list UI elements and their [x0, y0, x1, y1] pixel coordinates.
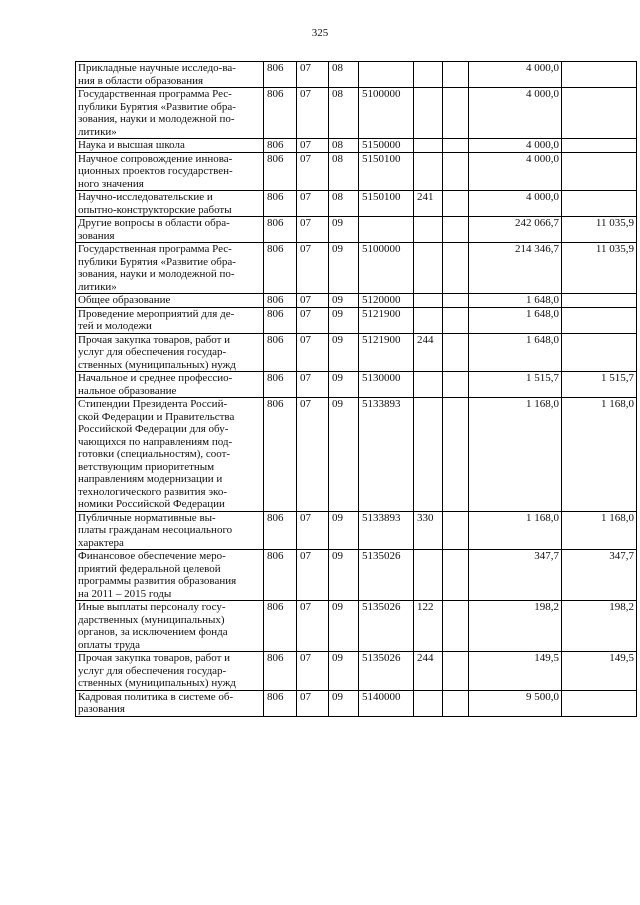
item-name-cell: Прикладные научные исследо-ва- ния в области образования: [76, 62, 264, 88]
empty-code-cell: [443, 652, 469, 691]
amount-cell: 4 000,0: [469, 191, 562, 217]
subsection-code-cell: 09: [329, 601, 359, 652]
subvention-amount-cell: 1 515,7: [562, 372, 637, 398]
table-row: [76, 652, 637, 691]
section-code-cell: 07: [297, 191, 329, 217]
item-name-cell: Государственная программа Рес- публики Бурятия «Развитие обра- зования, науки и молодежной по- литики»: [76, 243, 264, 294]
item-name-cell: Общее образование: [76, 294, 264, 308]
section-code-cell: 07: [297, 217, 329, 243]
subsection-code-cell: 08: [329, 139, 359, 153]
subvention-amount-cell: 149,5: [562, 652, 637, 691]
amount-cell: 149,5: [469, 652, 562, 691]
target-article-cell: 5150000: [359, 139, 414, 153]
item-name-cell: Проведение мероприятий для де- тей и молодежи: [76, 307, 264, 333]
expense-type-cell: [414, 307, 443, 333]
amount-cell: 4 000,0: [469, 139, 562, 153]
ministry-code-cell: 806: [264, 690, 297, 716]
amount-cell: 242 066,7: [469, 217, 562, 243]
target-article-cell: 5133893: [359, 511, 414, 550]
table-row: [76, 333, 637, 372]
section-code-cell: 07: [297, 601, 329, 652]
item-name-cell: Прочая закупка товаров, работ и услуг для обеспечения государ- ственных (муниципальных) нужд: [76, 652, 264, 691]
subsection-code-cell: 09: [329, 217, 359, 243]
table-row: [76, 88, 637, 139]
expense-type-cell: 244: [414, 333, 443, 372]
ministry-code-cell: 806: [264, 550, 297, 601]
subvention-amount-cell: 1 168,0: [562, 398, 637, 512]
subsection-code-cell: 08: [329, 191, 359, 217]
subsection-code-cell: 09: [329, 294, 359, 308]
ministry-code-cell: 806: [264, 398, 297, 512]
item-name-cell: Научно-исследовательские и опытно-конструкторские работы: [76, 191, 264, 217]
subsection-code-cell: 08: [329, 88, 359, 139]
ministry-code-cell: 806: [264, 139, 297, 153]
section-code-cell: 07: [297, 307, 329, 333]
expense-type-cell: 122: [414, 601, 443, 652]
expense-type-cell: [414, 139, 443, 153]
target-article-cell: 5150100: [359, 191, 414, 217]
target-article-cell: 5140000: [359, 690, 414, 716]
table-row: [76, 139, 637, 153]
section-code-cell: 07: [297, 652, 329, 691]
subvention-amount-cell: 198,2: [562, 601, 637, 652]
section-code-cell: 07: [297, 398, 329, 512]
section-code-cell: 07: [297, 550, 329, 601]
item-name-cell: Наука и высшая школа: [76, 139, 264, 153]
section-code-cell: 07: [297, 511, 329, 550]
ministry-code-cell: 806: [264, 62, 297, 88]
item-name-cell: Прочая закупка товаров, работ и услуг для обеспечения государ- ственных (муниципальных) нужд: [76, 333, 264, 372]
table-row: [76, 372, 637, 398]
amount-cell: 4 000,0: [469, 152, 562, 191]
target-article-cell: 5120000: [359, 294, 414, 308]
empty-code-cell: [443, 398, 469, 512]
subvention-amount-cell: 11 035,9: [562, 217, 637, 243]
table-row: [76, 690, 637, 716]
empty-code-cell: [443, 333, 469, 372]
section-code-cell: 07: [297, 139, 329, 153]
table-row: [76, 398, 637, 512]
empty-code-cell: [443, 152, 469, 191]
section-code-cell: 07: [297, 88, 329, 139]
empty-code-cell: [443, 550, 469, 601]
item-name-cell: Кадровая политика в системе об- разования: [76, 690, 264, 716]
target-article-cell: 5121900: [359, 307, 414, 333]
table-row: [76, 511, 637, 550]
empty-code-cell: [443, 191, 469, 217]
subvention-amount-cell: 11 035,9: [562, 243, 637, 294]
ministry-code-cell: 806: [264, 88, 297, 139]
target-article-cell: 5135026: [359, 652, 414, 691]
item-name-cell: Стипендии Президента Россий- ской Федерации и Правительства Российской Федерации для обу- чающихся по направлениям под- готовки (специальностям), соот- ветствующим приоритетным направлениям модернизации и технологического развития эко- номики Российской Федерации: [76, 398, 264, 512]
subsection-code-cell: 09: [329, 243, 359, 294]
empty-code-cell: [443, 307, 469, 333]
amount-cell: 4 000,0: [469, 62, 562, 88]
subsection-code-cell: 09: [329, 690, 359, 716]
item-name-cell: Иные выплаты персоналу госу- дарственных (муниципальных) органов, за исключением фонда оплаты труда: [76, 601, 264, 652]
expense-type-cell: [414, 88, 443, 139]
table-row: [76, 62, 637, 88]
item-name-cell: Начальное и среднее профессио- нальное образование: [76, 372, 264, 398]
target-article-cell: 5100000: [359, 88, 414, 139]
expense-type-cell: [414, 550, 443, 601]
target-article-cell: [359, 217, 414, 243]
empty-code-cell: [443, 62, 469, 88]
subvention-amount-cell: 347,7: [562, 550, 637, 601]
amount-cell: 1 648,0: [469, 307, 562, 333]
subvention-amount-cell: [562, 294, 637, 308]
table-row: [76, 243, 637, 294]
target-article-cell: [359, 62, 414, 88]
empty-code-cell: [443, 217, 469, 243]
ministry-code-cell: 806: [264, 372, 297, 398]
amount-cell: 1 168,0: [469, 511, 562, 550]
subsection-code-cell: 09: [329, 333, 359, 372]
expense-type-cell: [414, 398, 443, 512]
table-row: [76, 307, 637, 333]
target-article-cell: 5121900: [359, 333, 414, 372]
item-name-cell: Государственная программа Рес- публики Бурятия «Развитие обра- зования, науки и молодежной по- литики»: [76, 88, 264, 139]
empty-code-cell: [443, 294, 469, 308]
expense-type-cell: [414, 372, 443, 398]
subsection-code-cell: 08: [329, 62, 359, 88]
empty-code-cell: [443, 601, 469, 652]
budget-table: [75, 61, 637, 717]
table-row: [76, 217, 637, 243]
ministry-code-cell: 806: [264, 152, 297, 191]
expense-type-cell: [414, 243, 443, 294]
section-code-cell: 07: [297, 690, 329, 716]
item-name-cell: Другие вопросы в области обра- зования: [76, 217, 264, 243]
ministry-code-cell: 806: [264, 601, 297, 652]
expense-type-cell: 330: [414, 511, 443, 550]
subsection-code-cell: 09: [329, 511, 359, 550]
section-code-cell: 07: [297, 294, 329, 308]
subsection-code-cell: 09: [329, 550, 359, 601]
subsection-code-cell: 08: [329, 152, 359, 191]
empty-code-cell: [443, 690, 469, 716]
amount-cell: 198,2: [469, 601, 562, 652]
item-name-cell: Научное сопровождение иннова- ционных проектов государствен- ного значения: [76, 152, 264, 191]
amount-cell: 1 515,7: [469, 372, 562, 398]
expense-type-cell: [414, 690, 443, 716]
expense-type-cell: [414, 152, 443, 191]
subvention-amount-cell: [562, 139, 637, 153]
subsection-code-cell: 09: [329, 372, 359, 398]
amount-cell: 9 500,0: [469, 690, 562, 716]
empty-code-cell: [443, 88, 469, 139]
expense-type-cell: 241: [414, 191, 443, 217]
section-code-cell: 07: [297, 152, 329, 191]
subvention-amount-cell: [562, 307, 637, 333]
empty-code-cell: [443, 139, 469, 153]
item-name-cell: Публичные нормативные вы- платы гражданам несоциального характера: [76, 511, 264, 550]
amount-cell: 4 000,0: [469, 88, 562, 139]
target-article-cell: 5100000: [359, 243, 414, 294]
table-row: [76, 294, 637, 308]
table-row: [76, 550, 637, 601]
subsection-code-cell: 09: [329, 652, 359, 691]
empty-code-cell: [443, 511, 469, 550]
amount-cell: 214 346,7: [469, 243, 562, 294]
table-row: [76, 191, 637, 217]
table-row: [76, 601, 637, 652]
ministry-code-cell: 806: [264, 652, 297, 691]
subvention-amount-cell: [562, 690, 637, 716]
table-body: [76, 62, 637, 717]
expense-type-cell: 244: [414, 652, 443, 691]
subvention-amount-cell: [562, 88, 637, 139]
section-code-cell: 07: [297, 243, 329, 294]
amount-cell: 1 648,0: [469, 333, 562, 372]
empty-code-cell: [443, 243, 469, 294]
section-code-cell: 07: [297, 62, 329, 88]
expense-type-cell: [414, 294, 443, 308]
ministry-code-cell: 806: [264, 294, 297, 308]
ministry-code-cell: 806: [264, 243, 297, 294]
ministry-code-cell: 806: [264, 191, 297, 217]
ministry-code-cell: 806: [264, 307, 297, 333]
expense-type-cell: [414, 62, 443, 88]
section-code-cell: 07: [297, 333, 329, 372]
subsection-code-cell: 09: [329, 307, 359, 333]
ministry-code-cell: 806: [264, 217, 297, 243]
subvention-amount-cell: [562, 152, 637, 191]
section-code-cell: 07: [297, 372, 329, 398]
subvention-amount-cell: [562, 62, 637, 88]
target-article-cell: 5135026: [359, 550, 414, 601]
item-name-cell: Финансовое обеспечение меро- приятий федеральной целевой программы развития образования на 2011 – 2015 годы: [76, 550, 264, 601]
target-article-cell: 5133893: [359, 398, 414, 512]
amount-cell: 347,7: [469, 550, 562, 601]
amount-cell: 1 648,0: [469, 294, 562, 308]
table-row: [76, 152, 637, 191]
expense-type-cell: [414, 217, 443, 243]
ministry-code-cell: 806: [264, 333, 297, 372]
subvention-amount-cell: 1 168,0: [562, 511, 637, 550]
target-article-cell: 5135026: [359, 601, 414, 652]
subsection-code-cell: 09: [329, 398, 359, 512]
target-article-cell: 5150100: [359, 152, 414, 191]
amount-cell: 1 168,0: [469, 398, 562, 512]
empty-code-cell: [443, 372, 469, 398]
page-number: 325: [311, 27, 329, 39]
subvention-amount-cell: [562, 333, 637, 372]
ministry-code-cell: 806: [264, 511, 297, 550]
target-article-cell: 5130000: [359, 372, 414, 398]
subvention-amount-cell: [562, 191, 637, 217]
